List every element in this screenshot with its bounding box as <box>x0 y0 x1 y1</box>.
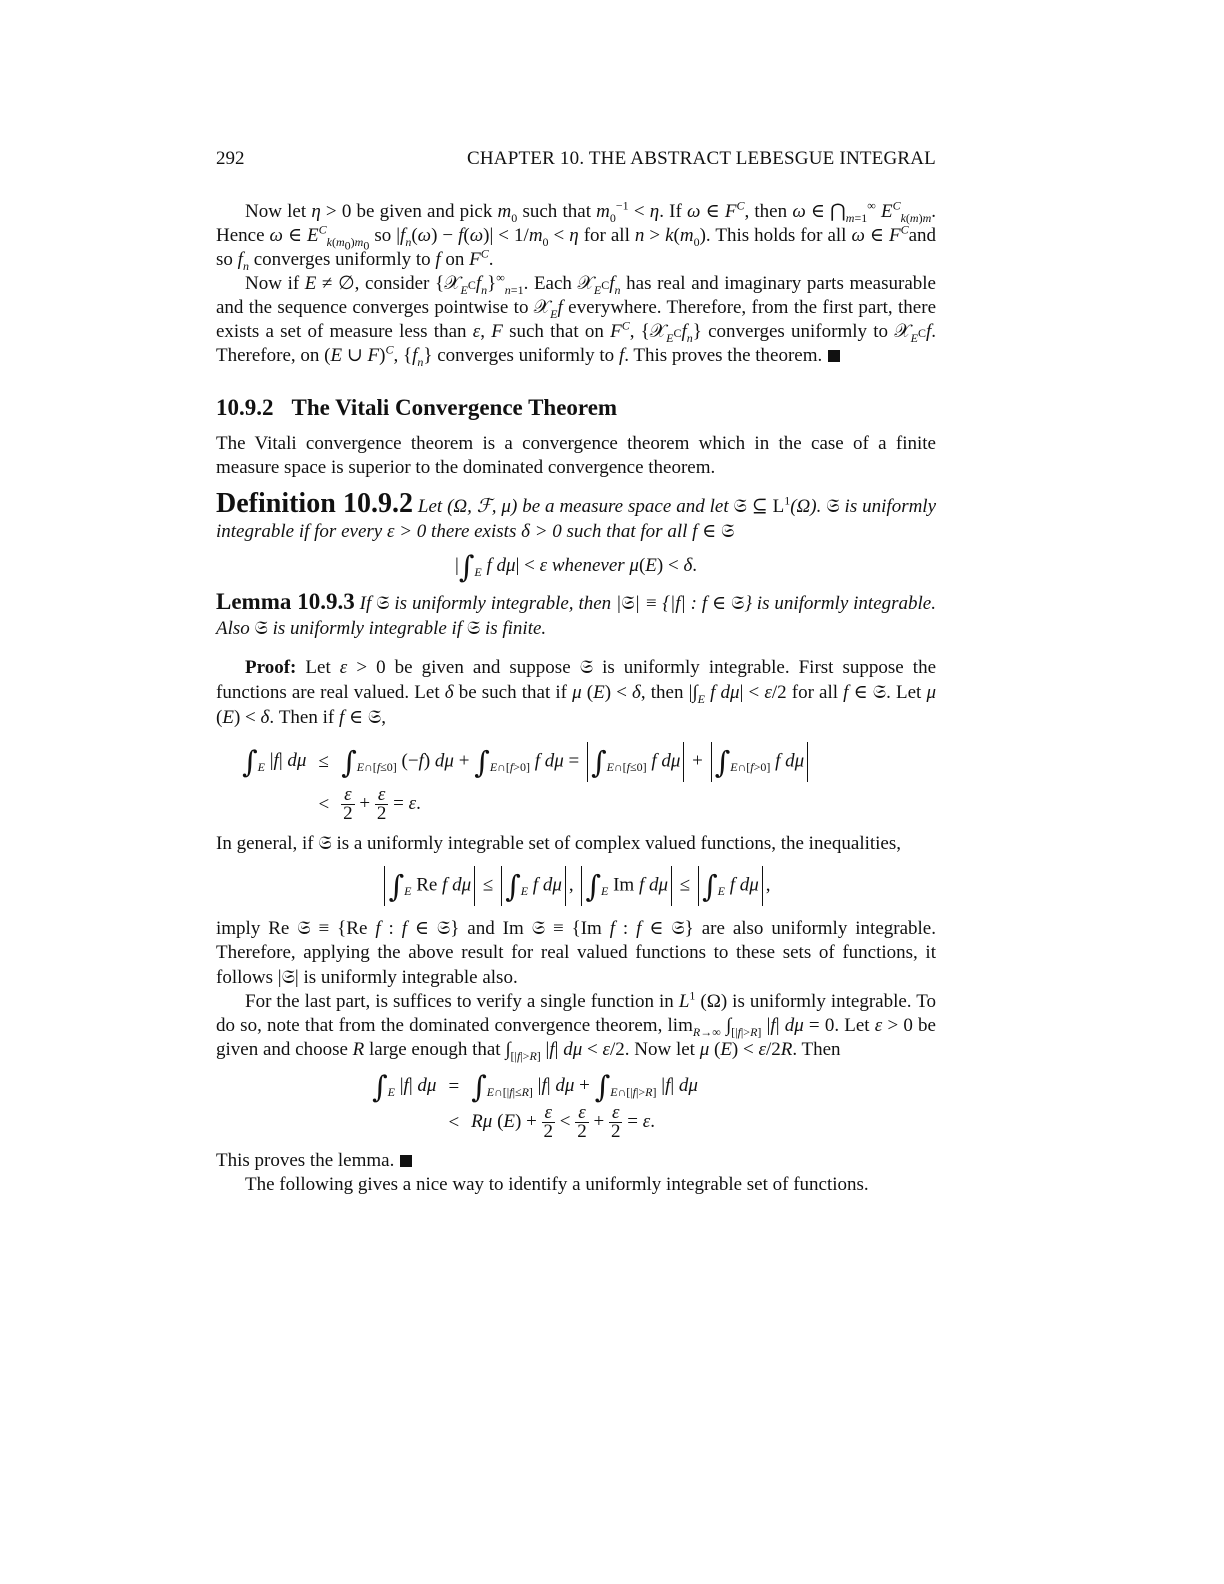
section-title: The Vitali Convergence Theorem <box>291 395 618 420</box>
definition-label: Definition 10.9.2 <box>216 488 413 519</box>
qed-square <box>400 1155 412 1167</box>
proof-inequality-array: $\int_E$ |f| dμ ≤ $\int_{E\cap[f\le 0]}$ (−f) $d\mu + \int_{E\cap[f>0]}$ f $d\mu = \int_{E\cap[f\le 0]}$ f $d\mu + \int_{E\cap[f>0]}$ f dμ < $\frac{\varepsilon}{2}$ + $\frac{\varepsilon}{2}$ = ε. <box>236 740 817 825</box>
complex-case-paragraph: In general, if 𝔖 is a uniformly integrable set of complex valued functions, the inequalities, <box>216 832 902 854</box>
paragraph-proof-continuation: Now let η > 0 be given and pick $m_0$ such that $m_0^{-1} < \eta$. If ω ∈ $F^C$, then ω ∈ $⋂_{m=1}^\infty$ $E^C_{k(m)m}$. Hence ω ∈ $E^C_{k(m_0)m_0}$ so $|f_n(\omega) - f(\omega)| < 1/m_0 < \eta$ for all $n > k(m_0)$. This holds for all ω ∈ $F^Cand$ so $f_n$ converges uniformly to f on $F^C$. <box>216 198 937 273</box>
page-body <box>216 200 936 1197</box>
section-intro: The Vitali convergence theorem is a convergence theorem which in the case of a finite measure space is superior to the dominated convergence theorem. <box>216 433 936 478</box>
page-number: 292 <box>216 148 245 169</box>
qed-square <box>828 350 840 362</box>
proof-paragraph: Proof: Let ε > 0 be given and suppose 𝔖 is uniformly integrable. First suppose the functions are real valued. Let δ be such that if μ (E) < δ, then $|\int_E$ f dμ| < ε/2 for all f ∈ 𝔖. Let μ (E) < δ. Then if f ∈ 𝔖, <box>216 656 937 728</box>
lemma-block: Lemma 10.9.3 If 𝔖 is uniformly integrable, then |𝔖| ≡ {|f| : f ∈ 𝔖} is uniformly integrable. Also 𝔖 is uniformly integrable if 𝔖 is finite. <box>216 589 936 639</box>
section-number: 10.9.2 <box>216 395 274 420</box>
paragraph-proof-general-case: Now if E ≠ ∅, consider $\{𝒳_{E^C}f_n\}^\infty_{n=1}$. Each $𝒳_{E^C}f_n$ has real and imaginary parts measurable and the sequence converges pointwise to 𝒳$_E$f everywhere. Therefore, from the first part, there exists a set of measure less than ε, F such that on $F^C$, $\{𝒳_{E^C}f_n\}$ converges uniformly to 𝒳$_{E^C}$f. Therefore, on (E ∪ F)$^C$, $\{f_n\}$ converges uniformly to f. This proves the theorem. <box>216 270 937 369</box>
final-inequality-array: $\int_E$ |f| dμ = $\int_{E\cap[|f|\le R]}$ |f| $d\mu + \int_{E\cap[|f|>R]}$ |f| dμ < Rμ (E) + $\frac{\varepsilon}{2}$ < $\frac{\varepsilon}{2}$ + $\frac{\varepsilon}{2}$ = ε. <box>372 1070 698 1142</box>
section-heading <box>216 396 936 420</box>
lemma-end-line: This proves the lemma. <box>216 1149 936 1173</box>
lemma-label: Lemma 10.9.3 <box>216 589 355 614</box>
complex-inequalities-display: $\int_E$ Re f $d\mu \le \int_E$ f dμ , $\int_E$ Im f $d\mu \le \int_E$ f dμ , <box>216 866 936 906</box>
chapter-title: CHAPTER 10. THE ABSTRACT LEBESGUE INTEGRAL <box>467 148 936 169</box>
next-line: The following gives a nice way to identify a uniformly integrable set of functions. <box>245 1174 869 1195</box>
page <box>216 0 936 1584</box>
last-part-paragraph: For the last part, is suffices to verify a single function in $L^1$ (Ω) is uniformly integrable. To do so, note that from the dominated convergence theorem, $\lim_{R\to\infty} \int_{[|f|>R]}$ |f| dμ = 0. Let ε > 0 be given and choose R large enough that $\int_{[|f|>R]}$ |f| dμ < ε/2. Now let μ (E) < ε/2R. Then <box>216 988 936 1063</box>
definition-block: Definition 10.9.2 Let (Ω, ℱ, μ) be a measure space and let 𝔖 ⊆ $L^1(\Omega)$. 𝔖 is uniformly integrable if for every ε > 0 there exists δ > 0 such that for all f ∈ 𝔖 <box>216 488 937 542</box>
definition-display-equation: $|\int_E$ f dμ| < ε whenever μ(E) < δ. <box>454 550 698 585</box>
proof-label: Proof: <box>245 657 297 678</box>
imply-paragraph: imply Re 𝔖 ≡ {Re f : f ∈ 𝔖} and Im 𝔖 ≡ {Im f : f ∈ 𝔖} are also uniformly integrable. Therefore, applying the above result for real valued functions to these sets of functions, it follows |𝔖| is uniformly integrable also. <box>216 917 936 988</box>
